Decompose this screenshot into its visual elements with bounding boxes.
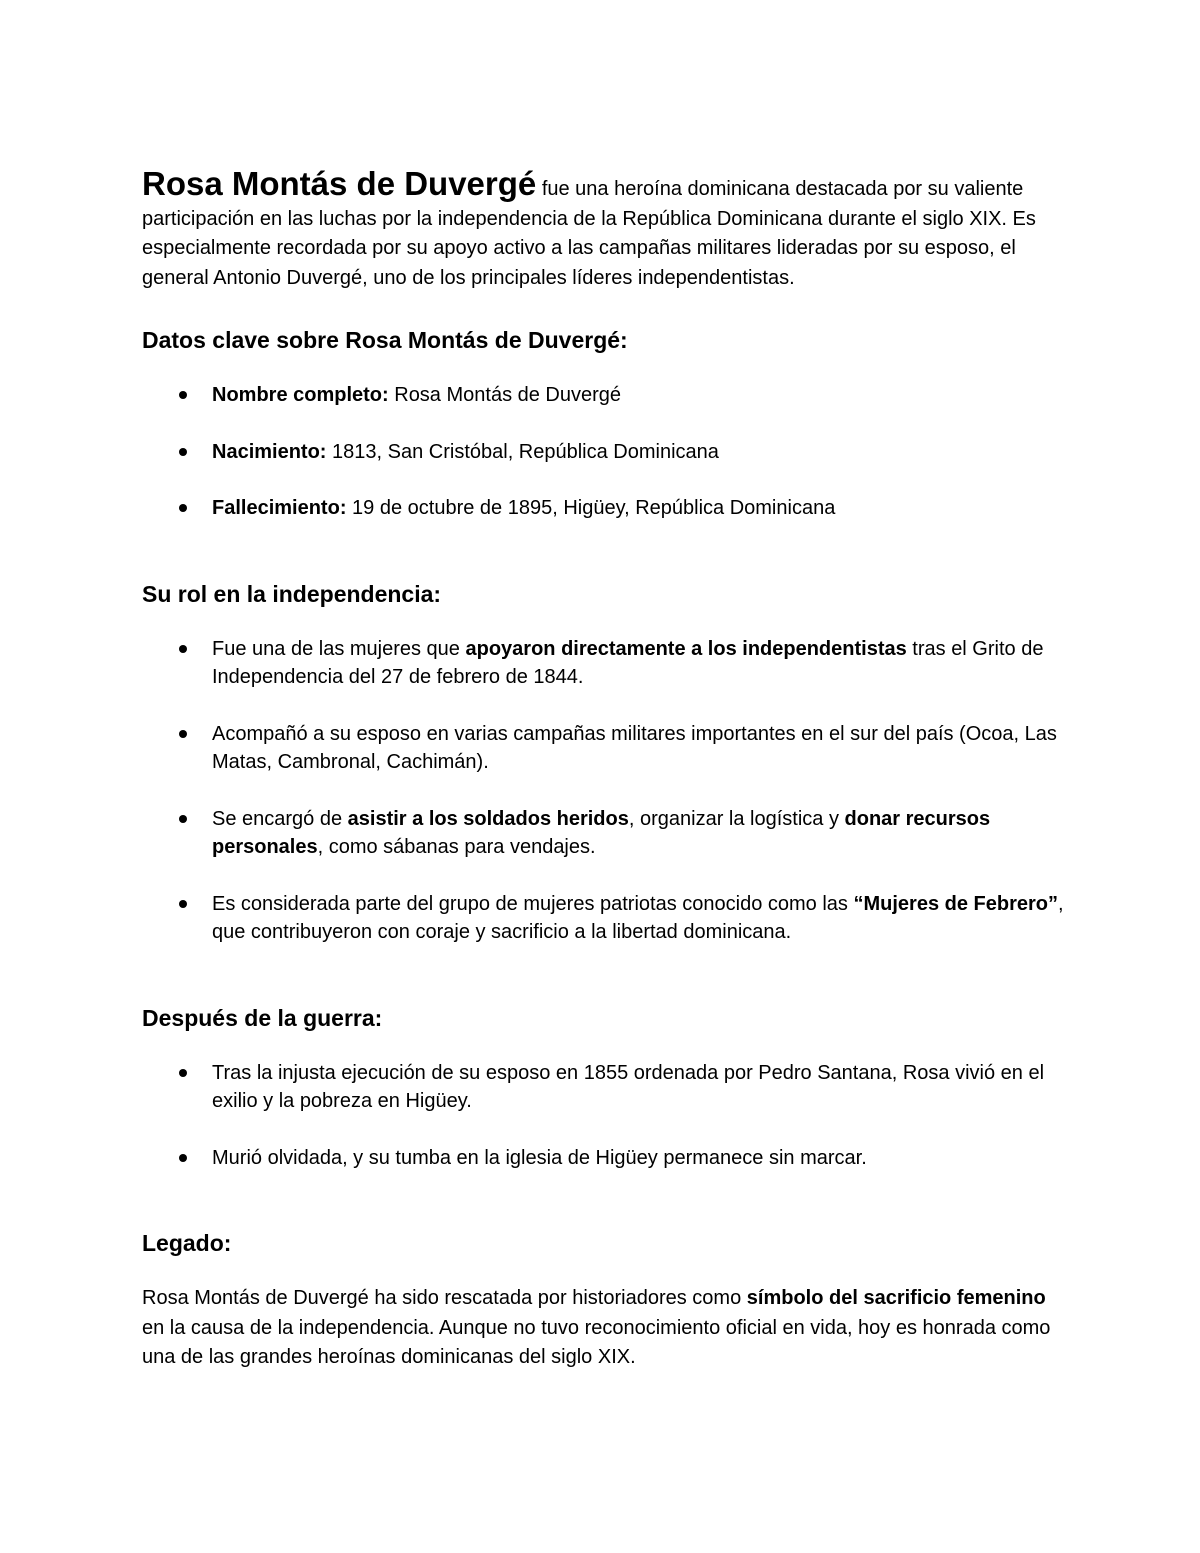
item-text: Es considerada parte del grupo de mujeres patriotas conocido como las	[212, 892, 854, 915]
item-text: Murió olvidada, y su tumba en la iglesia de Higüey permanece sin marcar.	[212, 1146, 867, 1169]
role-heading: Su rol en la independencia:	[142, 580, 442, 607]
item-text: tras el Grito de Independencia del 27 de febrero de 1844.	[212, 637, 1044, 688]
item-text: Se encargó de	[212, 807, 348, 830]
role-list	[142, 635, 1072, 947]
fact-value: 1813, San Cristóbal, República Dominicana	[326, 440, 719, 463]
role-item	[142, 720, 1072, 777]
intro-paragraph	[142, 164, 1072, 293]
bullet-icon	[179, 900, 187, 908]
item-bold-text: asistir a los soldados heridos	[347, 807, 629, 830]
document-body	[142, 164, 1072, 1373]
role-item	[142, 890, 1072, 947]
bullet-icon	[179, 448, 187, 456]
role-item	[142, 635, 1072, 692]
bullet-icon	[179, 645, 187, 653]
key-fact-item	[142, 438, 1072, 467]
item-text: , que contribuyeron con coraje y sacrificio a la libertad dominicana.	[212, 892, 1064, 943]
key-facts-list	[142, 381, 1072, 523]
bullet-icon	[179, 504, 187, 512]
intro-text: fue una heroína dominicana destacada por su valiente participación en las luchas por la independencia de la República Dominicana durante el siglo XIX. Es especialmente recordada por su apoyo activo a las campañas militares lideradas por su esposo, el general Antonio Duvergé, uno de los principales líderes independentistas.	[142, 178, 1036, 289]
item-text: , como sábanas para vendajes.	[317, 836, 596, 858]
after-war-heading: Después de la guerra:	[142, 1004, 383, 1031]
bullet-icon	[179, 730, 187, 738]
legacy-bold-text: símbolo del sacrificio femenino	[746, 1287, 1046, 1309]
bullet-icon	[179, 1069, 187, 1077]
after-war-item	[142, 1144, 1072, 1173]
legacy-text: Rosa Montás de Duvergé ha sido rescatada por historiadores como	[142, 1287, 747, 1309]
item-text: Fue una de las mujeres que	[212, 637, 466, 660]
key-fact-item	[142, 494, 1072, 523]
item-text: , organizar la logística y	[628, 807, 845, 830]
after-war-list	[142, 1059, 1072, 1173]
key-fact-item	[142, 381, 1072, 410]
bullet-icon	[179, 1154, 187, 1162]
fact-label: Nombre completo:	[212, 384, 389, 406]
legacy-text: en la causa de la independencia. Aunque no tuvo reconocimiento oficial en vida, hoy es honrada como una de las grandes heroínas dominicanas del siglo XIX.	[142, 1316, 1051, 1368]
fact-value: 19 de octubre de 1895, Higüey, República Dominicana	[346, 497, 836, 519]
item-bold-text: donar recursos personales	[212, 807, 991, 858]
item-bold-text: apoyaron directamente a los independentistas	[465, 637, 907, 660]
legacy-paragraph	[142, 1284, 1072, 1373]
role-item	[142, 805, 1072, 862]
legacy-heading: Legado:	[142, 1230, 232, 1256]
after-war-item	[142, 1059, 1072, 1116]
fact-label: Fallecimiento:	[212, 497, 347, 519]
intro-title: Rosa Montás de Duvergé	[142, 165, 537, 202]
bullet-icon	[179, 391, 187, 399]
fact-value: Rosa Montás de Duvergé	[388, 384, 622, 406]
item-text: Tras la injusta ejecución de su esposo en 1855 ordenada por Pedro Santana, Rosa vivió en el exilio y la pobreza en Higüey.	[212, 1061, 1045, 1112]
item-text: Acompañó a su esposo en varias campañas militares importantes en el sur del país (Ocoa, Las Matas, Cambronal, Cachimán).	[212, 722, 1057, 773]
bullet-icon	[179, 815, 187, 823]
fact-label: Nacimiento:	[212, 440, 327, 463]
key-facts-heading: Datos clave sobre Rosa Montás de Duvergé:	[142, 327, 628, 353]
item-bold-text: “Mujeres de Febrero”	[853, 892, 1058, 915]
